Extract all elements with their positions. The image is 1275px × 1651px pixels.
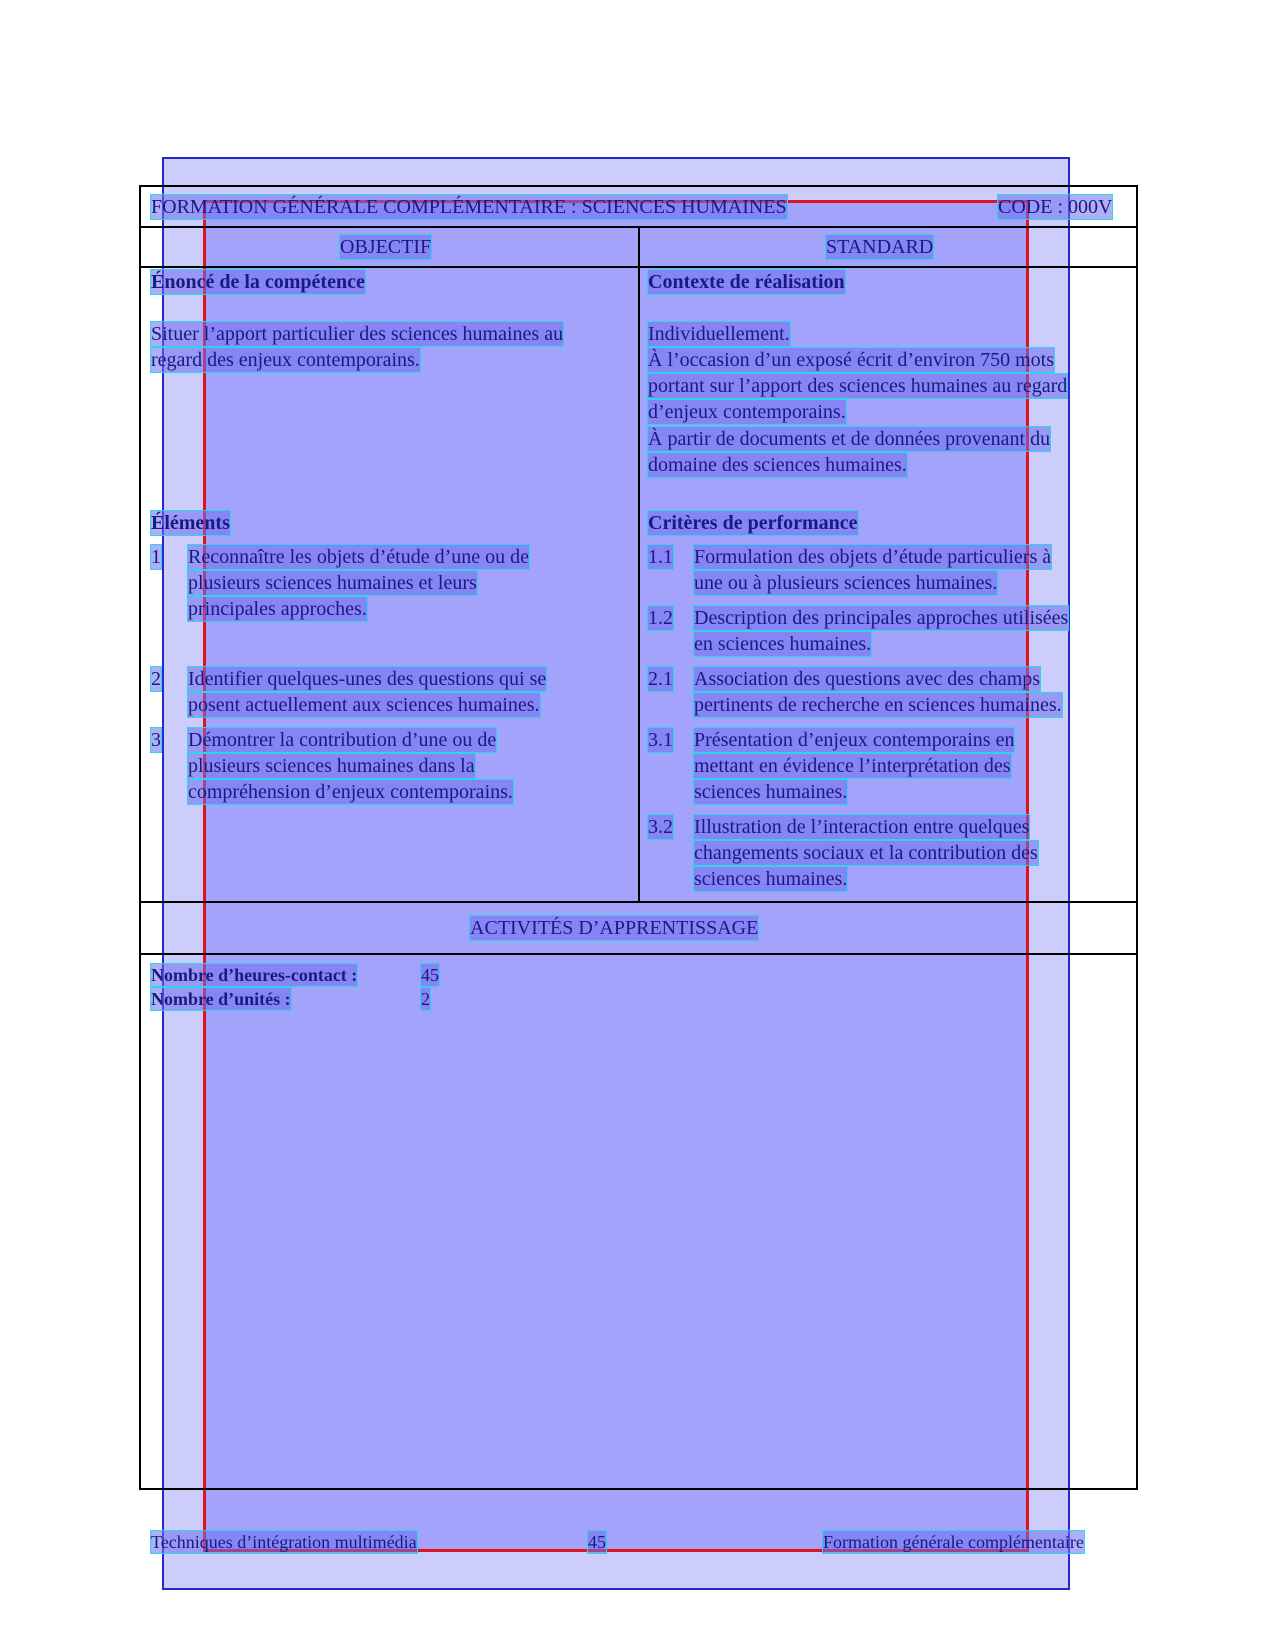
critere-line: en sciences humaines. — [694, 633, 872, 655]
critere-number: 3.1 — [648, 729, 673, 751]
enonce-heading: Énoncé de la compétence — [151, 271, 365, 293]
critere-line: pertinents de recherche en sciences humaines. — [694, 694, 1062, 716]
activites-title: ACTIVITÉS D’APPRENTISSAGE — [470, 917, 759, 939]
section-rule-activites-bottom — [139, 953, 1137, 955]
program-title: FORMATION GÉNÉRALE COMPLÉMENTAIRE : SCIENCES HUMAINES — [151, 196, 787, 218]
inner-highlight-region — [203, 200, 1029, 1552]
criteres-heading: Critères de performance — [648, 512, 858, 534]
element-line: posent actuellement aux sciences humaines. — [188, 694, 540, 716]
column-divider — [638, 226, 640, 902]
enonce-line: Situer l’apport particulier des sciences humaines au — [151, 323, 564, 345]
element-line: Reconnaître les objets d’étude d’une ou de — [188, 546, 529, 568]
element-line: plusieurs sciences humaines dans la — [188, 755, 475, 777]
critere-line: Formulation des objets d’étude particuliers à — [694, 546, 1052, 568]
contexte-line: portant sur l’apport des sciences humaines au regard — [648, 375, 1068, 397]
footer-page-number: 45 — [588, 1532, 606, 1552]
critere-line: sciences humaines. — [694, 868, 848, 890]
element-number: 2 — [151, 668, 161, 690]
left-border — [139, 185, 141, 1490]
element-number: 3 — [151, 729, 161, 751]
critere-line: Présentation d’enjeux contemporains en — [694, 729, 1015, 751]
critere-number: 2.1 — [648, 668, 673, 690]
enonce-line: regard des enjeux contemporains. — [151, 349, 420, 371]
critere-line: changements sociaux et la contribution des — [694, 842, 1038, 864]
section-rule-activites-top — [139, 901, 1137, 903]
critere-number: 1.1 — [648, 546, 673, 568]
contexte-line: d’enjeux contemporains. — [648, 401, 846, 423]
critere-line: sciences humaines. — [694, 781, 848, 803]
contexte-line: À partir de documents et de données provenant du — [648, 428, 1051, 450]
critere-line: Association des questions avec des champs — [694, 668, 1041, 690]
table-bottom-rule — [139, 1488, 1137, 1490]
elements-heading: Éléments — [151, 512, 230, 534]
heures-contact-label: Nombre d’heures-contact : — [151, 965, 358, 985]
critere-number: 3.2 — [648, 816, 673, 838]
critere-line: une ou à plusieurs sciences humaines. — [694, 572, 998, 594]
critere-line: Description des principales approches utilisées — [694, 607, 1069, 629]
element-line: plusieurs sciences humaines et leurs — [188, 572, 477, 594]
right-border — [1136, 185, 1138, 1490]
critere-line: Illustration de l’interaction entre quelques — [694, 816, 1030, 838]
unites-label: Nombre d’unités : — [151, 989, 291, 1009]
contexte-line: domaine des sciences humaines. — [648, 454, 907, 476]
contexte-line: À l’occasion d’un exposé écrit d’environ 750 mots — [648, 349, 1055, 371]
element-line: principales approches. — [188, 598, 367, 620]
critere-line: mettant en évidence l’interprétation des — [694, 755, 1011, 777]
column-header-standard: STANDARD — [826, 236, 934, 258]
unites-value: 2 — [421, 989, 430, 1009]
course-code: CODE : 000V — [998, 196, 1113, 218]
critere-number: 1.2 — [648, 607, 673, 629]
element-line: Identifier quelques-unes des questions qui se — [188, 668, 547, 690]
footer-section: Formation générale complémentaire — [823, 1532, 1084, 1552]
footer-program: Techniques d’intégration multimédia — [151, 1532, 417, 1552]
table-top-rule — [139, 185, 1137, 187]
element-line: compréhension d’enjeux contemporains. — [188, 781, 513, 803]
contexte-line: Individuellement. — [648, 323, 790, 345]
contexte-heading: Contexte de réalisation — [648, 271, 845, 293]
column-header-objectif: OBJECTIF — [340, 236, 432, 258]
element-number: 1 — [151, 546, 161, 568]
heures-contact-value: 45 — [421, 965, 439, 985]
element-line: Démontrer la contribution d’une ou de — [188, 729, 497, 751]
